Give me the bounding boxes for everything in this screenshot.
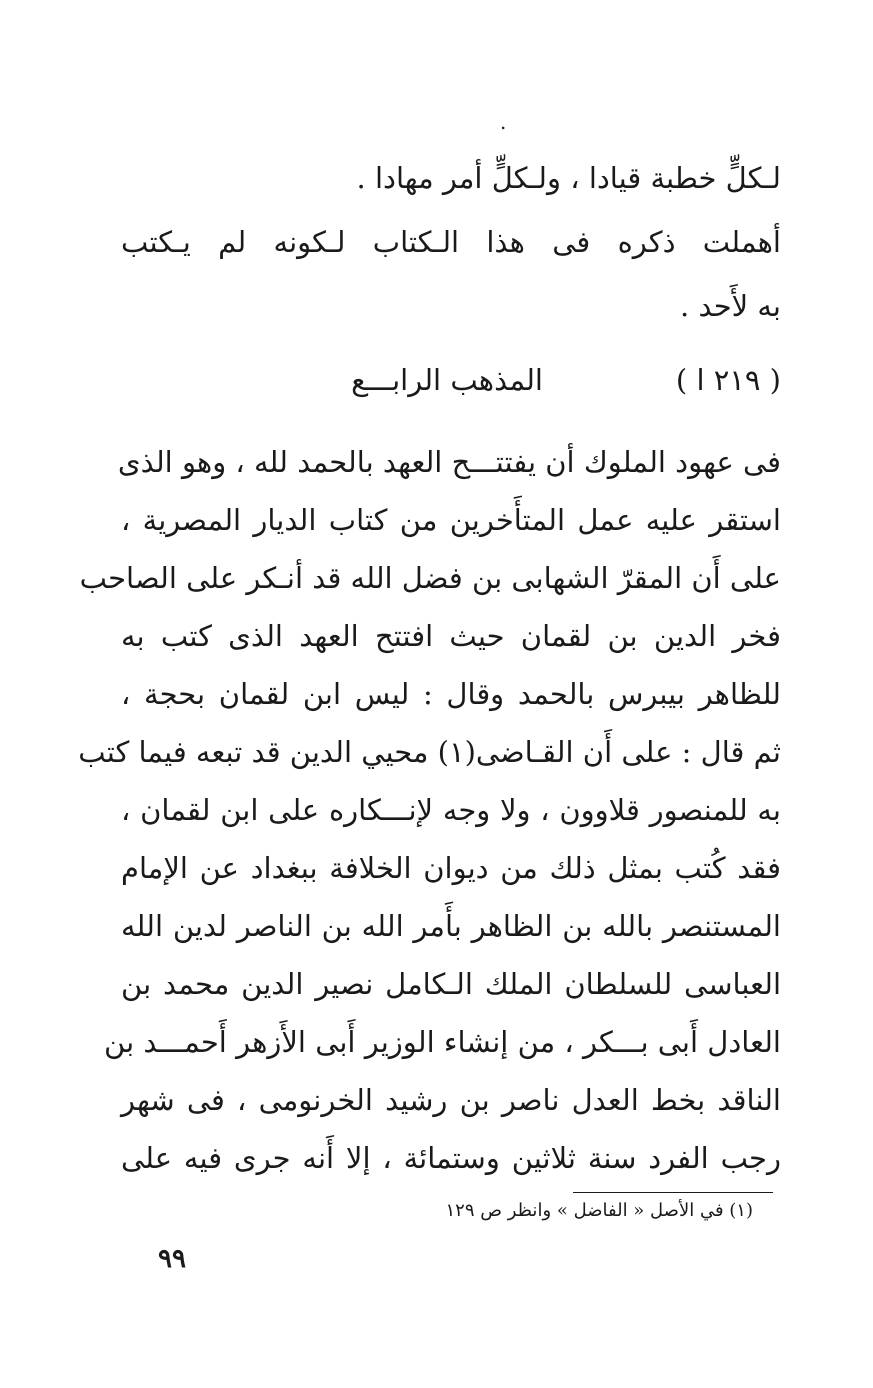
body-line: العادل أَبى بـــكر ، من إنشاء الوزير أَبى الأَزهر أَحمـــد بن — [104, 1025, 781, 1059]
section-number: ( ٢١٩ ا ) — [675, 363, 781, 397]
body-line: فقد كُتب بمثل ذلك من ديوان الخلافة ببغداد عن الإمام — [121, 851, 781, 885]
section-title: المذهب الرابـــع — [351, 363, 543, 397]
body-line: به للمنصور قلاوون ، ولا وجه لإنـــكاره على ابن لقمان ، — [121, 793, 781, 827]
footnote: (١) في الأصل « الفاضل » وانظر ص ١٢٩ — [445, 1200, 753, 1221]
body-line: للظاهر بيبرس بالحمد وقال : ليس ابن لقمان بحجة ، — [121, 677, 781, 711]
intro-line: به لأَحد . — [680, 289, 781, 323]
body-line: الناقد بخط العدل ناصر بن رشيد الخرنومى ، فى شهر — [121, 1083, 781, 1117]
intro-line: أهملت ذكره فى هذا الـكتاب لـكونه لم يـكتب — [121, 225, 781, 259]
body-line: استقر عليه عمل المتأَخرين من كتاب الديار المصرية ، — [121, 503, 781, 537]
body-line: ثم قال : على أَن القـاضى(١) محيي الدين قد تبعه فيما كتب — [78, 735, 781, 769]
intro-line: لـكلٍّ خطبة قيادا ، ولـكلٍّ أمر مهادا . — [356, 161, 781, 195]
body-line: رجب الفرد سنة ثلاثين وستمائة ، إلا أَنه جرى فيه على — [121, 1141, 781, 1175]
page-number: ٩٩ — [158, 1244, 186, 1274]
body-line: على أَن المقرّ الشهابى بن فضل الله قد أنـكر على الصاحب — [79, 561, 781, 595]
body-line: المستنصر بالله بن الظاهر بأَمر الله بن الناصر لدين الله — [121, 909, 781, 943]
body-line: فى عهود الملوك أن يفتتـــح العهد بالحمد لله ، وهو الذى — [117, 445, 781, 479]
body-line: فخر الدين بن لقمان حيث افتتح العهد الذى كتب به — [121, 619, 781, 653]
body-line: العباسى للسلطان الملك الـكامل نصير الدين محمد بن — [121, 967, 781, 1001]
top-mark: . — [500, 110, 507, 134]
footnote-rule — [573, 1192, 773, 1193]
